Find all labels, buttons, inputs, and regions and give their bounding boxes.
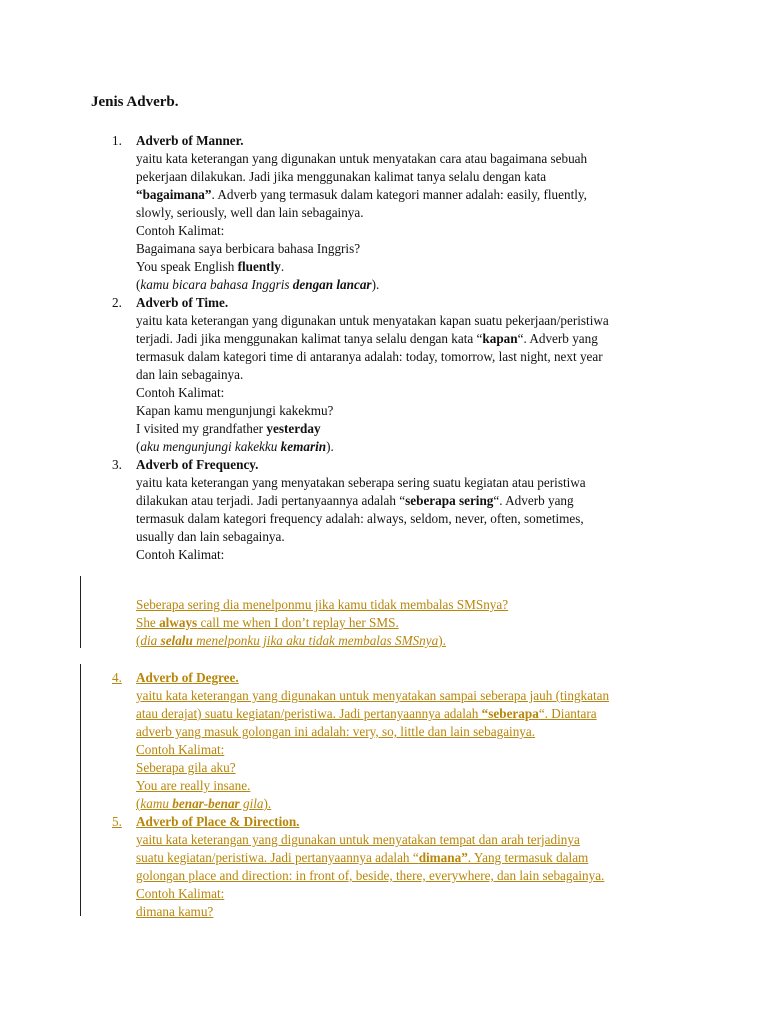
text-line: Contoh Kalimat: (136, 547, 225, 562)
text-line: pekerjaan dilakukan. Jadi jika menggunakan kalimat tanya selalu dengan kata (136, 169, 547, 184)
tracked-text-line: She always call me when I don’t replay her SMS. (136, 615, 399, 630)
text-line: You speak English fluently. (136, 259, 285, 274)
section-heading: Adverb of Degree. (136, 670, 239, 685)
section-heading: Adverb of Manner. (136, 133, 244, 148)
text-line: Contoh Kalimat: (136, 385, 225, 400)
text-line: dan lain sebagainya. (136, 367, 244, 382)
text-line: “bagaimana”. Adverb yang termasuk dalam kategori manner adalah: easily, fluently, (136, 187, 587, 202)
text-line: slowly, seriously, well dan lain sebagainya. (136, 205, 364, 220)
text-line: dilakukan atau terjadi. Jadi pertanyaannya adalah “seberapa sering“. Adverb yang (136, 493, 574, 508)
section-number: 2. (112, 295, 122, 310)
tracked-text-line: Seberapa gila aku? (136, 760, 236, 775)
text-line: Bagaimana saya berbicara bahasa Inggris? (136, 241, 361, 256)
section-heading: Adverb of Frequency. (136, 457, 259, 472)
tracked-text-line: You are really insane. (136, 778, 251, 793)
tracked-text-line: golongan place and direction: in front of, beside, there, everywhere, dan lain sebagainya. (136, 868, 605, 883)
text-line: (kamu bicara bahasa Inggris dengan lancar). (136, 277, 380, 292)
text-line: termasuk dalam kategori time di antaranya adalah: today, tomorrow, last night, next year (136, 349, 603, 364)
change-bar (80, 664, 81, 916)
text-line: usually dan lain sebagainya. (136, 529, 285, 544)
tracked-text-line: yaitu kata keterangan yang digunakan untuk menyatakan sampai seberapa jauh (tingkatan (136, 688, 610, 703)
tracked-text-line: (dia selalu menelponku jika aku tidak membalas SMSnya). (136, 633, 446, 648)
tracked-text-line: adverb yang masuk golongan ini adalah: very, so, little dan lain sebagainya. (136, 724, 536, 739)
text-line: Kapan kamu mengunjungi kakekmu? (136, 403, 334, 418)
section-heading: Adverb of Time. (136, 295, 229, 310)
tracked-text-line: Seberapa sering dia menelponmu jika kamu tidak membalas SMSnya? (136, 597, 509, 612)
tracked-text-line: (kamu benar-benar gila). (136, 796, 272, 811)
tracked-text-line: yaitu kata keterangan yang digunakan untuk menyatakan tempat dan arah terjadinya (136, 832, 580, 847)
tracked-text-line: dimana kamu? (136, 904, 214, 919)
text-line: I visited my grandfather yesterday (136, 421, 321, 436)
page-title: Jenis Adverb. (91, 94, 179, 110)
text-line: yaitu kata keterangan yang menyatakan seberapa sering suatu kegiatan atau peristiwa (136, 475, 586, 490)
tracked-text-line: suatu kegiatan/peristiwa. Jadi pertanyaannya adalah “dimana”. Yang termasuk dalam (136, 850, 589, 865)
tracked-text-line: Contoh Kalimat: (136, 742, 225, 757)
text-line: yaitu kata keterangan yang digunakan untuk menyatakan kapan suatu pekerjaan/peristiwa (136, 313, 609, 328)
section-number: 5. (112, 814, 122, 829)
section-heading: Adverb of Place & Direction. (136, 814, 300, 829)
section-number: 1. (112, 133, 122, 148)
text-line: terjadi. Jadi jika menggunakan kalimat tanya selalu dengan kata “kapan“. Adverb yang (136, 331, 598, 346)
text-line: (aku mengunjungi kakekku kemarin). (136, 439, 334, 454)
tracked-text-line: Contoh Kalimat: (136, 886, 225, 901)
section-number: 3. (112, 457, 122, 472)
text-line: Contoh Kalimat: (136, 223, 225, 238)
tracked-text-line: atau derajat) suatu kegiatan/peristiwa. Jadi pertanyaannya adalah “seberapa“. Diantara (136, 706, 597, 721)
text-line: yaitu kata keterangan yang digunakan untuk menyatakan cara atau bagaimana sebuah (136, 151, 588, 166)
change-bar (80, 576, 81, 648)
text-line: termasuk dalam kategori frequency adalah: always, seldom, never, often, sometimes, (136, 511, 584, 526)
section-number: 4. (112, 670, 122, 685)
